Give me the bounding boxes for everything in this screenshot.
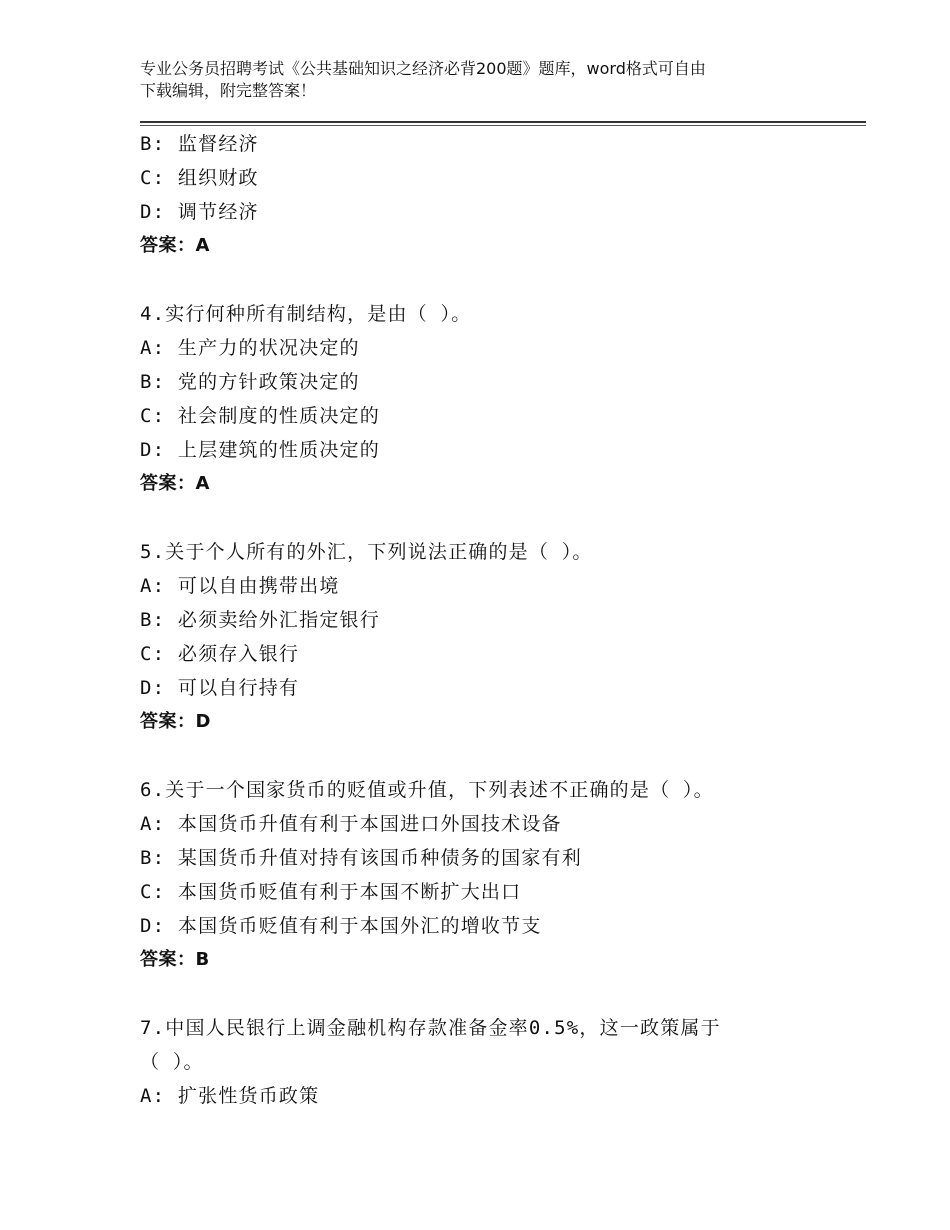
q3-option-d: D: 调节经济: [140, 201, 259, 223]
spacer: [140, 263, 860, 297]
q6-option-c: C: 本国货币贬值有利于本国不断扩大出口: [140, 881, 522, 903]
header-title-line-1: 专业公务员招聘考试《公共基础知识之经济必背200题》题库，word格式可自由: [140, 59, 706, 78]
header-divider-thin: [140, 125, 866, 126]
q4-option-b: B: 党的方针政策决定的: [140, 371, 360, 393]
q6-option-d: D: 本国货币贬值有利于本国外汇的增收节支: [140, 915, 542, 937]
question-5: [140, 535, 860, 739]
q3-answer: 答案：A: [140, 235, 210, 256]
q5-answer: 答案：D: [140, 711, 211, 732]
spacer: [140, 739, 860, 773]
page-header: [140, 58, 840, 102]
q6-option-a: A: 本国货币升值有利于本国进口外国技术设备: [140, 813, 562, 835]
question-7: [140, 1011, 860, 1113]
question-4: [140, 297, 860, 501]
q5-option-b: B: 必须卖给外汇指定银行: [140, 609, 380, 631]
q4-option-d: D: 上层建筑的性质决定的: [140, 439, 380, 461]
header-divider-thick: [140, 121, 866, 123]
spacer: [140, 977, 860, 1011]
q7-question-line-2: （ ）。: [140, 1051, 204, 1073]
q4-question: 4.实行何种所有制结构，是由（ ）。: [140, 303, 472, 325]
q4-option-c: C: 社会制度的性质决定的: [140, 405, 380, 427]
question-6: [140, 773, 860, 977]
q6-question: 6.关于一个国家货币的贬值或升值，下列表述不正确的是（ ）。: [140, 779, 714, 801]
q5-option-d: D: 可以自行持有: [140, 677, 300, 699]
q7-question-line-1: 7.中国人民银行上调金融机构存款准备金率0.5%，这一政策属于: [140, 1017, 721, 1039]
q6-option-b: B: 某国货币升值对持有该国币种债务的国家有利: [140, 847, 582, 869]
q7-option-a: A: 扩张性货币政策: [140, 1085, 320, 1107]
q4-answer: 答案：A: [140, 473, 210, 494]
q5-option-a: A: 可以自由携带出境: [140, 575, 340, 597]
q3-option-b: B: 监督经济: [140, 133, 259, 155]
question-3-fragment: [140, 127, 860, 263]
q3-option-c: C: 组织财政: [140, 167, 259, 189]
q5-question: 5.关于个人所有的外汇，下列说法正确的是（ ）。: [140, 541, 593, 563]
header-title-line-2: 下载编辑，附完整答案！: [140, 81, 317, 100]
q5-option-c: C: 必须存入银行: [140, 643, 300, 665]
q4-option-a: A: 生产力的状况决定的: [140, 337, 360, 359]
spacer: [140, 501, 860, 535]
q6-answer: 答案：B: [140, 949, 210, 970]
question-list: [140, 127, 860, 1113]
